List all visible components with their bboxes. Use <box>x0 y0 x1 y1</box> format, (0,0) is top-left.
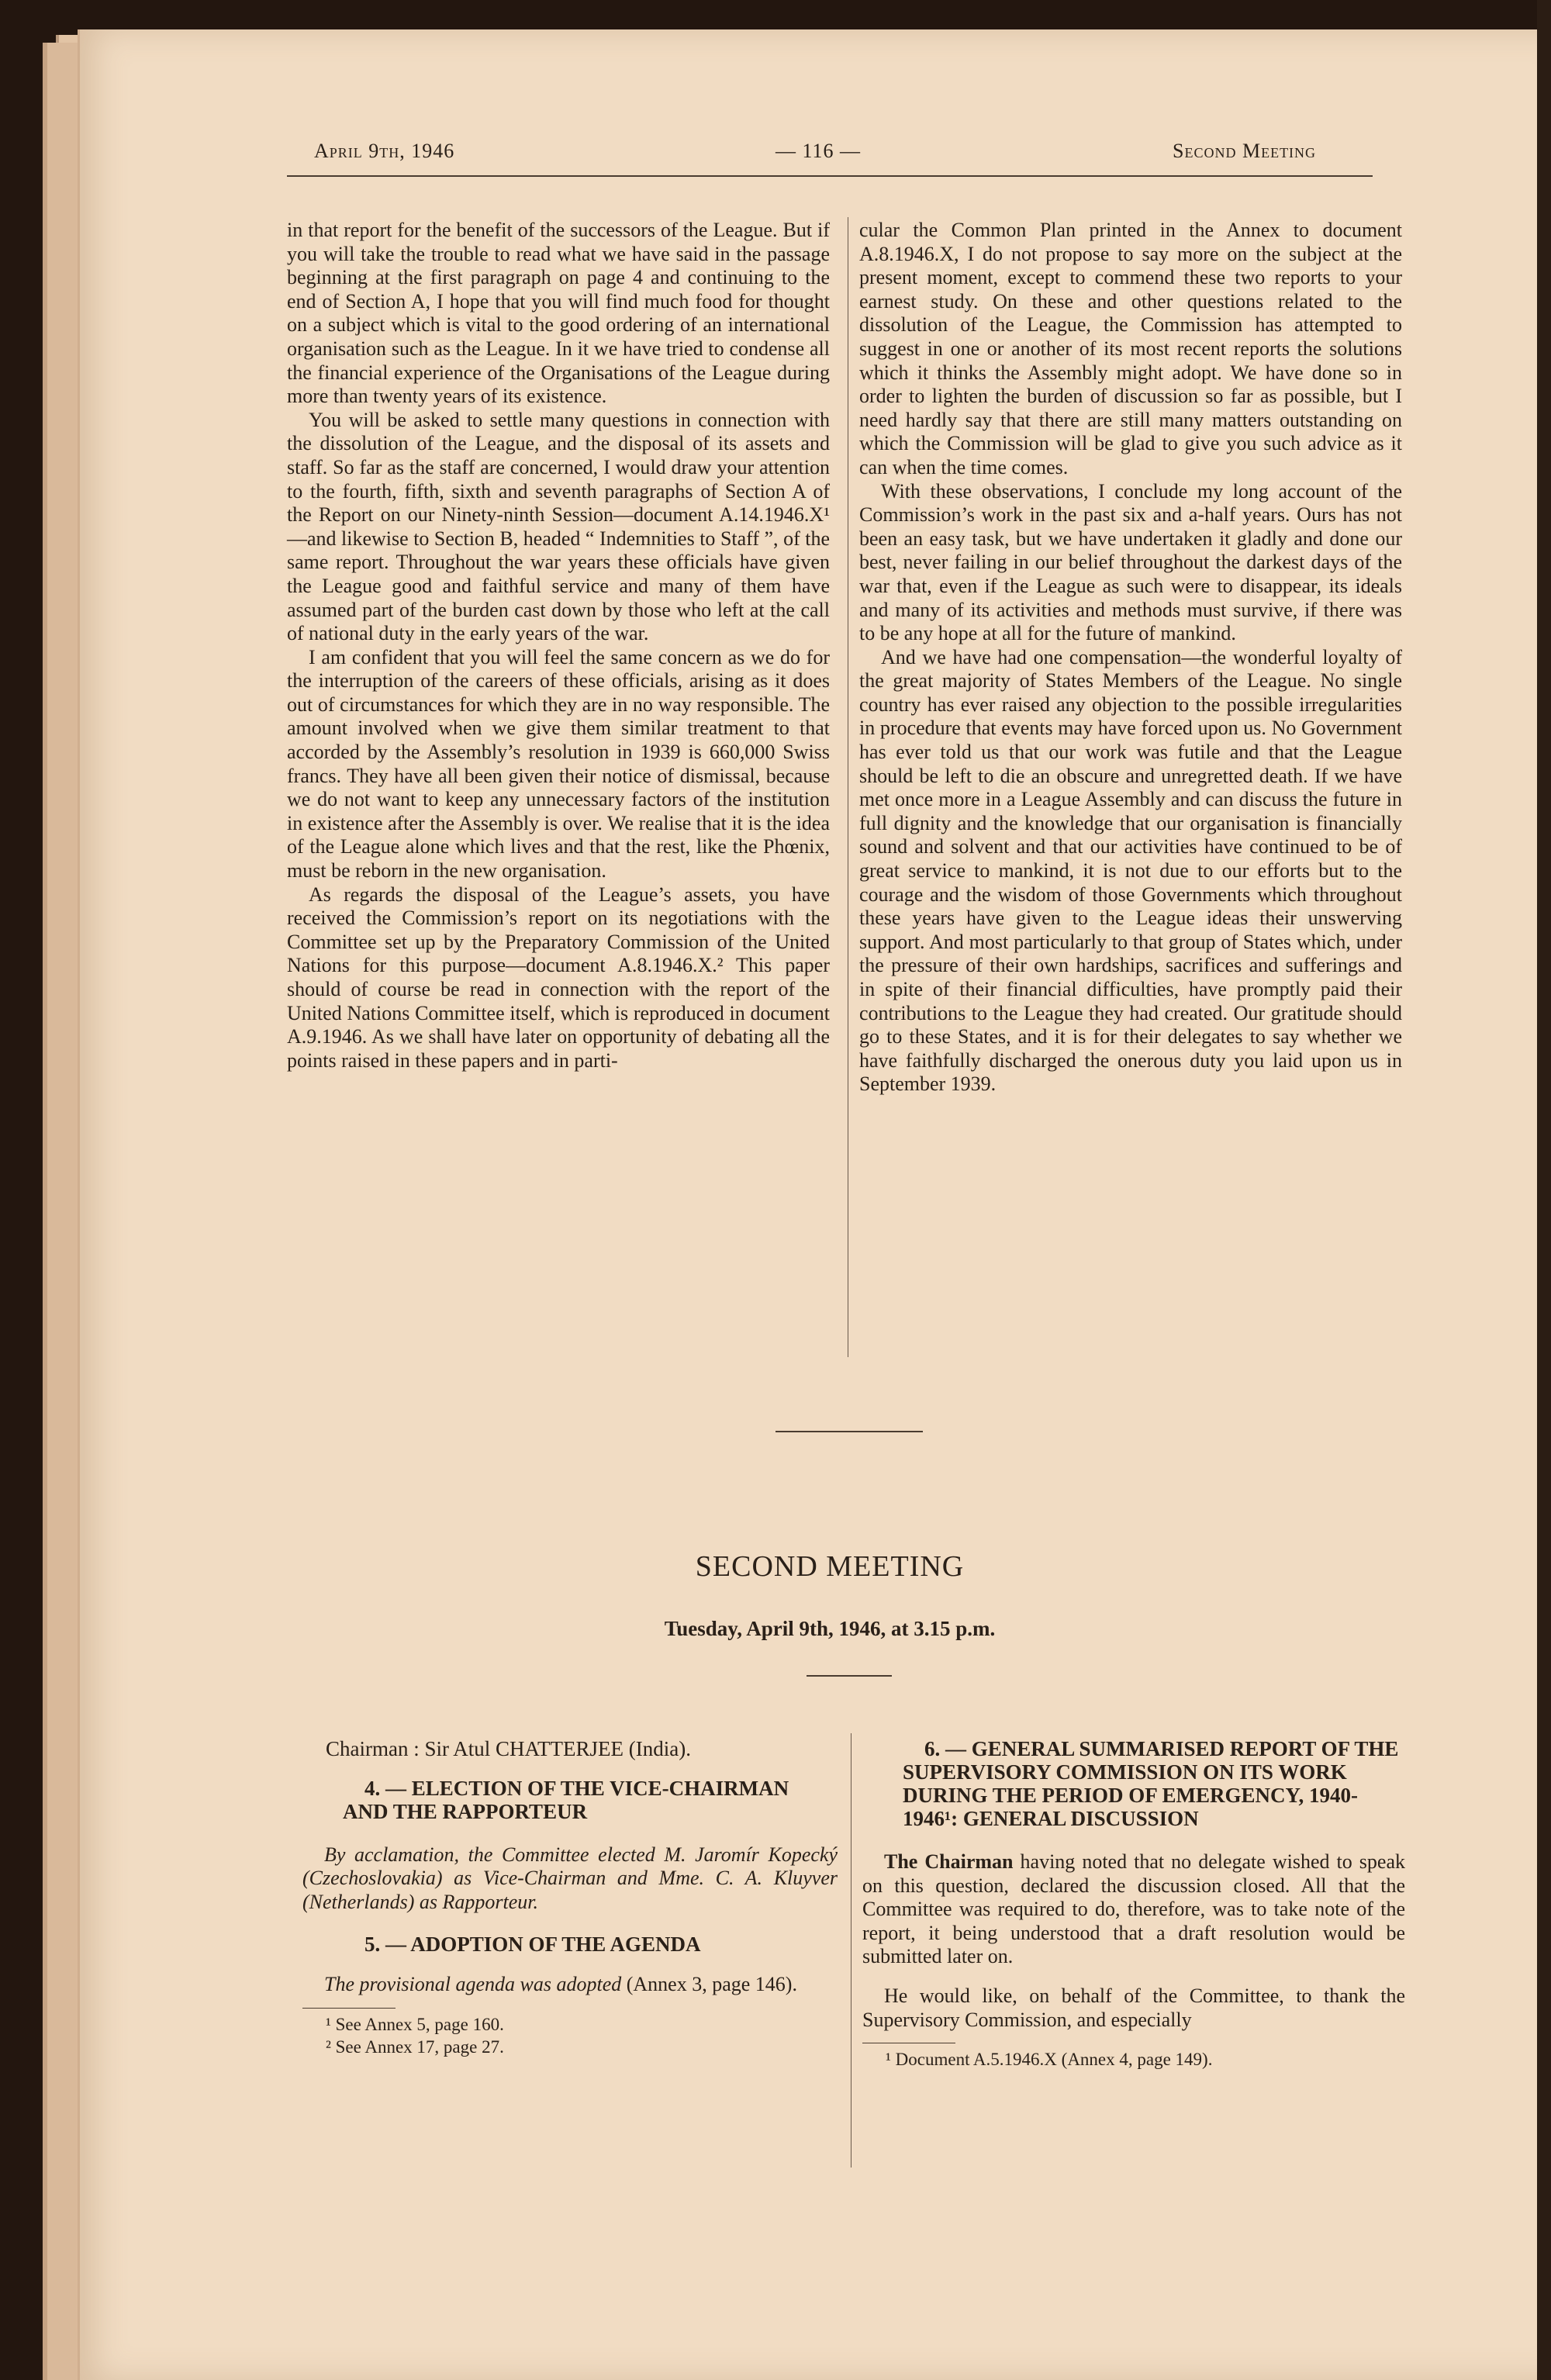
paragraph: As regards the disposal of the League’s assets, you have received the Commission’s report on its negotiations with the Committee set up by the Preparatory Commission of the United Nations for this purpose—document A.8.1946.X.² This paper should of course be read in connection with the report of the United Nations Committee itself, which is reproduced in document A.9.1946. As we shall have later on opportunity of debating all the points raised in these papers and in parti- <box>287 883 830 1072</box>
item-5-rest: (Annex 3, page 146). <box>621 1973 797 1996</box>
footnote: ¹ See Annex 5, page 160. <box>326 2014 504 2034</box>
right-text-column <box>859 219 1402 1097</box>
running-header-section: Second Meeting <box>1173 140 1317 162</box>
item-6-heading: 6. — GENERAL SUMMARISED REPORT OF THE SUPERVISORY COMMISSION ON ITS WORK DURING THE PERIOD OF EMERGENCY, 1940-1946¹: GENERAL DISCUSSION <box>903 1737 1399 1830</box>
paragraph: You will be asked to settle many questions in connection with the dissolution of the League, and the disposal of its assets and staff. So far as the staff are concerned, I would draw your attention to the fourth, fifth, sixth and seventh paragraphs of Section A of the Report on our Ninety-ninth Session—document A.14.1946.X¹—and likewise to Section B, headed “ Indemnities to Staff ”, of the same report. Throughout the war years these officials have given the League good and faithful service and many of them have assumed part of the burden cast down by those who left at the call of national duty in the early years of the war. <box>287 408 830 645</box>
item-5-italic: The provisional agenda was adopted <box>324 1973 622 1996</box>
lower-left-column <box>302 1737 838 2058</box>
running-header-date: April 9th, 1946 <box>314 140 455 162</box>
paragraph: And we have had one compensation—the wonderful loyalty of the great majority of States Members of the League. No single country has ever raised any objection to the possible irregularities in procedure that events may have forced upon us. No Government has ever told us that our work was futile and that the League should be left to die an obscure and unregretted death. If we have met once more in a League Assembly and can discuss the future in full dignity and the knowledge that our organisation is financially sound and solvent and that our activities have continued to be of great service to mankind, it is not due to our efforts but to the courage and the wisdom of those Governments which throughout these years have given to the League ideas their unswerving support. And most particularly to that group of States which, under the pressure of their own hardships, sacrifices and sufferings and in spite of their financial difficulties, have promptly paid their contributions to the League they had created. Our gratitude should go to these States, and it is for their delegates to say whether we have faithfully discharged the onerous duty you laid upon us in September 1939. <box>859 645 1402 1096</box>
left-text-column <box>287 219 830 1073</box>
paragraph: in that report for the benefit of the successors of the League. But if you will take the trouble to read what we have said in the passage beginning at the first paragraph on page 4 and continuing to the end of Section A, I hope that you will find much food for thought on a subject which is vital to the good ordering of an international organisation such as the League. In it we have tried to condense all the financial experience of the Organisations of the League during more than twenty years of its existence. <box>287 219 830 408</box>
footnote-rule <box>302 2008 396 2009</box>
item-4-text: By acclamation, the Committee elected M. Jaromír Kopecký (Czechoslovakia) as Vice-Chairman and Mme. C. A. Kluyver (Netherlands) as Rapporteur. <box>302 1843 838 1913</box>
item-4-heading: 4. — ELECTION OF THE VICE-CHAIRMAN AND THE RAPPORTEUR <box>343 1776 789 1823</box>
lower-right-column <box>862 1737 1405 2071</box>
paragraph-text: having noted that no delegate wished to speak on this question, declared the discussion closed. All that the Committee was required to do, therefore, was to take note of the report, it being understood that a draft resolution would be submitted later on. <box>862 1850 1405 1968</box>
footnote: ² See Annex 17, page 27. <box>326 2036 504 2057</box>
running-header-page-number: — 116 — <box>776 140 862 162</box>
meeting-title: SECOND MEETING <box>695 1550 965 1583</box>
scan-border <box>1537 0 1551 2380</box>
section-separator-rule <box>776 1431 923 1432</box>
header-rule <box>287 175 1373 177</box>
paragraph: I am confident that you will feel the same concern as we do for the interruption of the careers of these officials, arising as it does out of circumstances for which they are in no way responsible. The amount involved when we give them similar treatment to that accorded by the Assembly’s resolution in 1939 is 660,000 Swiss francs. They have all been given their notice of dismissal, because we do not want to keep any unnecessary factors of the institution in existence after the Assembly is over. We realise that it is the idea of the League alone which lives and that the rest, like the Phœnix, must be reborn in the new organisation. <box>287 645 830 883</box>
chairman-lead: The Chairman <box>884 1850 1014 1873</box>
item-5-text <box>302 1973 838 1997</box>
paragraph <box>862 1850 1405 1969</box>
footnote: ¹ Document A.5.1946.X (Annex 4, page 149). <box>886 2050 1213 2070</box>
paragraph: He would like, on behalf of the Committee, to thank the Supervisory Commission, and especially <box>862 1984 1405 2031</box>
item-5-heading: 5. — ADOPTION OF THE AGENDA <box>364 1933 701 1957</box>
paragraph: cular the Common Plan printed in the Annex to document A.8.1946.X, I do not propose to say more on the subject at the present moment, except to commend these two reports to your earnest study. On these and other questions related to the dissolution of the League, the Commission has attempted to suggest in one or another of its most recent reports the solutions which it thinks the Assembly might adopt. We have done so in order to lighten the burden of discussion so far as possible, but I need hardly say that there are still many matters outstanding on which the Commission will be glad to give you such advice as it can when the time comes. <box>859 219 1402 478</box>
chairman-line: Chairman : Sir Atul CHATTERJEE (India). <box>326 1737 691 1760</box>
paragraph: With these observations, I conclude my long account of the Commission’s work in the past six and a-half years. Ours has not been an easy task, but we have undertaken it gladly and done our best, never failing in our belief throughout the darkest days of the war that, even if the League as such were to disappear, its ideals and many of its activities and methods must survive, if there was to be any hope at all for the future of mankind. <box>859 479 1402 645</box>
meeting-rule <box>807 1675 892 1677</box>
meeting-date: Tuesday, April 9th, 1946, at 3.15 p.m. <box>664 1617 996 1640</box>
